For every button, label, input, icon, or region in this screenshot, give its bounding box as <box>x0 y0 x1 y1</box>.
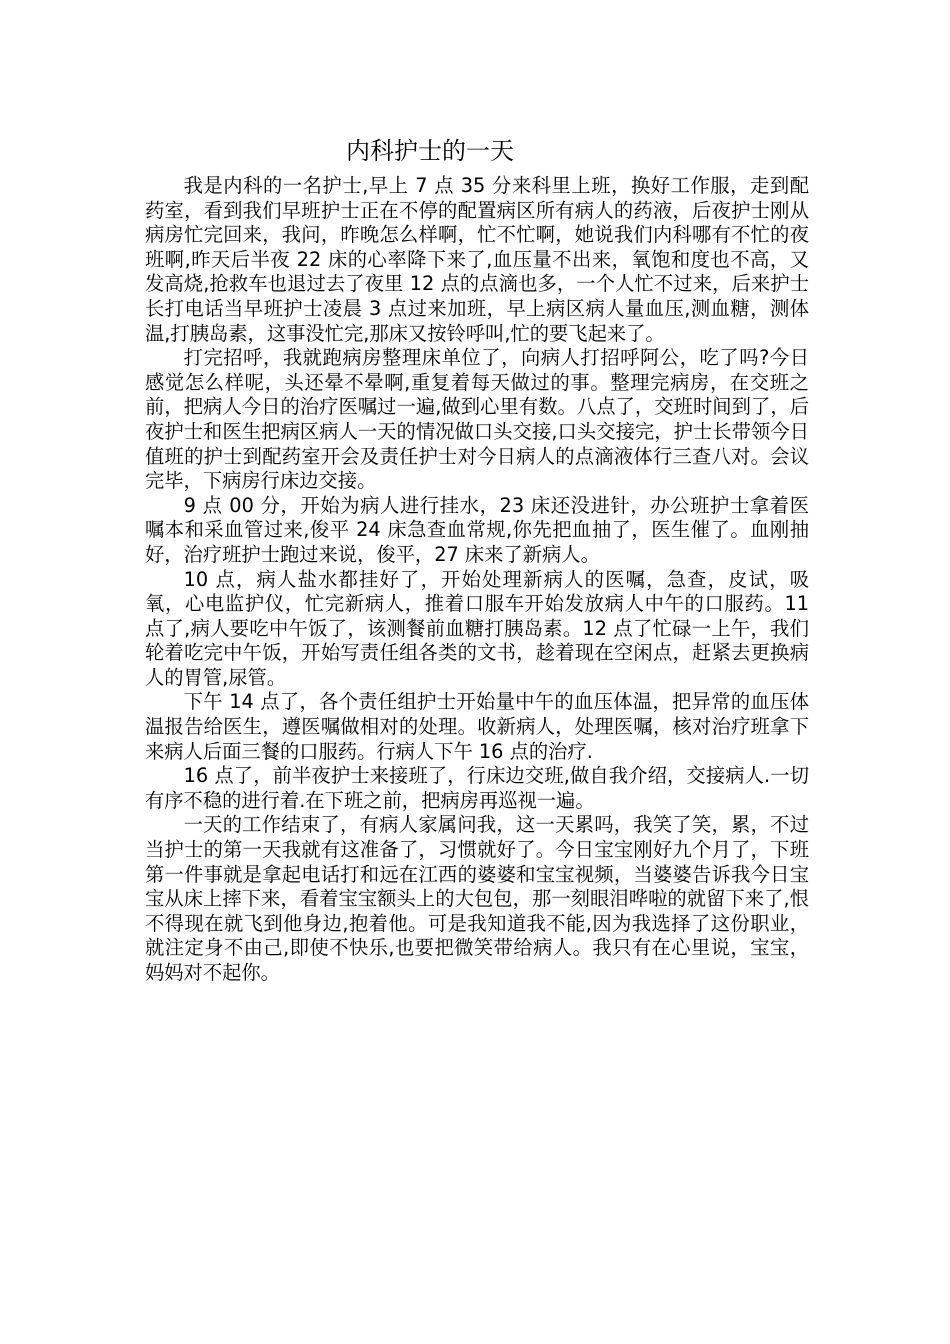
paragraph: 16 点了，前半夜护士来接班了，行床边交班,做自我介绍，交接病人.一切有序不稳的进行着.在下班之前，把病房再巡视一遍。 <box>145 764 809 812</box>
paragraph: 9 点 00 分，开始为病人进行挂水，23 床还没进针，办公班护士拿着医嘱本和采血管过来,俊平 24 床急查血常规,你先把血抽了，医生催了。血刚抽好，治疗班护士跑过来说，俊平，27 床来了新病人。 <box>145 493 809 566</box>
paragraph: 我是内科的一名护士,早上 7 点 35 分来科里上班，换好工作服，走到配药室，看到我们早班护士正在不停的配置病区所有病人的药液，后夜护士刚从病房忙完回来，我问，昨晚怎么样啊，忙不忙啊，她说我们内科哪有不忙的夜班啊,昨天后半夜 22 床的心率降下来了,血压量不出来，氧饱和度也不高，又发高烧,抢救车也退过去了夜里 12 点的点滴也多，一个人忙不过来，后来护士长打电话当早班护士凌晨 3 点过来加班，早上病区病人量血压,测血糖，测体温,打胰岛素，这事没忙完,那床又按铃呼叫,忙的要飞起来了。 <box>145 174 809 345</box>
paragraph: 打完招呼，我就跑病房整理床单位了，向病人打招呼阿公，吃了吗?今日感觉怎么样呢，头还晕不晕啊,重复着每天做过的事。整理完病房，在交班之前，把病人今日的治疗医嘱过一遍,做到心里有数。八点了，交班时间到了，后夜护士和医生把病区病人一天的情况做口头交接,口头交接完，护士长带领今日值班的护士到配药室开会及责任护士对今日病人的点滴液体行三查八对。会议完毕，下病房行床边交接。 <box>145 346 809 493</box>
document-title: 内科护士的一天 <box>346 137 514 165</box>
paragraph: 一天的工作结束了，有病人家属问我，这一天累吗，我笑了笑，累，不过当护士的第一天我就有这准备了，习惯就好了。今日宝宝刚好九个月了，下班第一件事就是拿起电话打和远在江西的婆婆和宝宝视频，当婆婆告诉我今日宝宝从床上摔下来，看着宝宝额头上的大包包，那一刻眼泪哗啦的就留下来了,恨不得现在就飞到他身边,抱着他。可是我知道我不能,因为我选择了这份职业，就注定身不由己,即使不快乐,也要把微笑带给病人。我只有在心里说，宝宝，妈妈对不起你。 <box>145 813 809 984</box>
paragraph: 下午 14 点了，各个责任组护士开始量中午的血压体温，把异常的血压体温报告给医生，遵医嘱做相对的处理。收新病人，处理医嘱，核对治疗班拿下来病人后面三餐的口服药。行病人下午 16 点的治疗. <box>145 690 809 763</box>
paragraph: 10 点，病人盐水都挂好了，开始处理新病人的医嘱，急查，皮试，吸氧，心电监护仪，忙完新病人，推着口服车开始发放病人中午的口服药。11 点了,病人要吃中午饭了，该测餐前血糖打胰岛素。12 点了忙碌一上午，我们轮着吃完中午饭，开始写责任组各类的文书，趁着现在空闲点，赶紧去更换病人的胃管,尿管。 <box>145 567 809 689</box>
document-body <box>145 174 809 986</box>
